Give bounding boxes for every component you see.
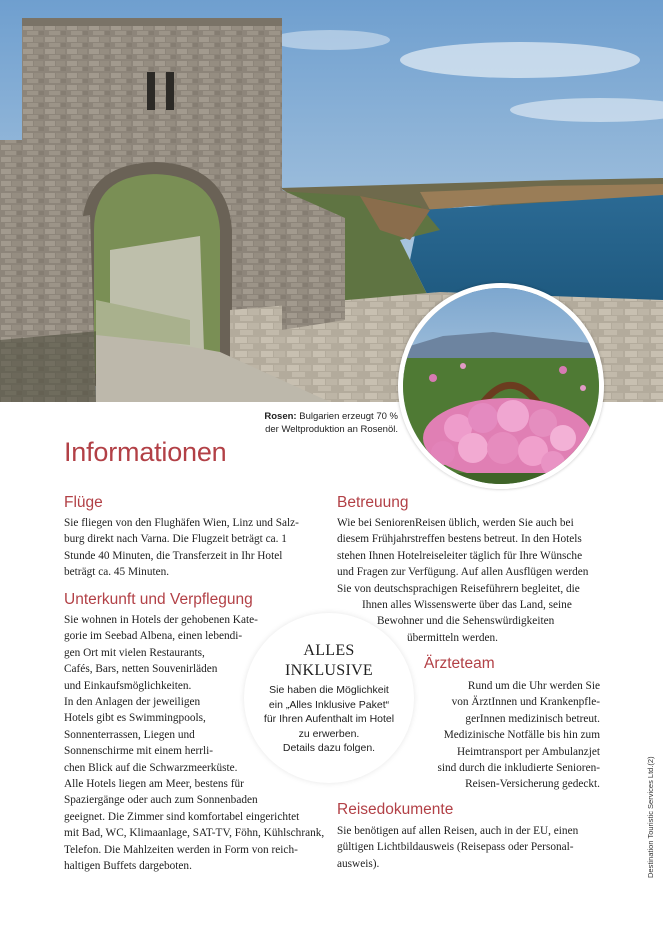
- text-line: Spaziergänge oder auch zum Sonnenbaden: [64, 794, 258, 807]
- text-line: Sie von deutschsprachigen Reiseführern begleitet, die: [337, 582, 580, 595]
- text-line: Telefon. Die Mahlzeiten werden in Form von reich-: [64, 843, 298, 856]
- heading-betreuung: Betreuung: [337, 494, 409, 511]
- text-line: ausweis).: [337, 857, 380, 870]
- caption-line: der Weltproduktion an Rosenöl.: [265, 424, 398, 435]
- text-line: diesem Frühjahrstreffen bestens betreut. In den Hotels: [337, 533, 582, 546]
- text-line: Heimtransport per Ambulanzjet: [456, 745, 600, 758]
- text-line: In den Anlagen der jeweiligen: [64, 696, 201, 709]
- text-line: Wie bei SeniorenReisen üblich, werden Sie auch bei: [337, 517, 574, 529]
- caption-bold: Rosen:: [264, 411, 297, 422]
- text-line: Sie fliegen von den Flughäfen Wien, Linz und Salz-: [64, 517, 299, 529]
- text-line: chen Blick auf die Schwarzmeerküste.: [64, 761, 238, 774]
- text-line: und Fragen zur Verfügung. Auf allen Ausflügen werden: [337, 566, 589, 579]
- text-line: übermitteln werden.: [407, 631, 498, 644]
- heading-reisedokumente: Reisedokumente: [337, 801, 454, 818]
- text-line: stehen Ihnen Hotelreiseleiter täglich für Ihre Wünsche: [337, 549, 583, 562]
- badge-line: ein „Alles Inklusive Paket“: [268, 698, 390, 711]
- text-line: Sonnenterrassen, Liegen und: [64, 728, 195, 741]
- text-line: gen Ort mit vielen Restaurants,: [64, 646, 205, 659]
- text-line: gerInnen medizinisch betreut.: [465, 712, 600, 725]
- rose-caption: [258, 410, 398, 436]
- badge-line: Details dazu folgen.: [282, 742, 376, 754]
- text-line: Sie benötigen auf allen Reisen, auch in der EU, einen: [337, 825, 579, 837]
- badge-title-line: ALLES: [303, 642, 355, 659]
- text-line: Sonnenschirme mit einem herrli-: [64, 745, 214, 758]
- text-line: Medizinische Notfälle bis hin zum: [443, 729, 600, 742]
- text-line: Alle Hotels liegen am Meer, bestens für: [64, 778, 244, 791]
- text-line: burg direkt nach Varna. Die Flugzeit beträgt ca. 1: [64, 533, 287, 546]
- heading-fluege: Flüge: [64, 494, 103, 511]
- text-line: Rund um die Uhr werden Sie: [467, 680, 600, 692]
- text-line: und Einkaufsmöglichkeiten.: [64, 679, 192, 692]
- paragraph-reisedokumente: [337, 823, 599, 872]
- heading-unterkunft: Unterkunft und Verpflegung: [64, 591, 253, 608]
- text-line: Bewohner und die Sehenswürdigkeiten: [377, 615, 555, 628]
- badge-line: zu erwerben.: [298, 727, 360, 740]
- paragraph-aerzteteam: [396, 678, 600, 793]
- text-line: Reisen-Versicherung gedeckt.: [465, 778, 600, 791]
- text-line: haltigen Buffets dargeboten.: [64, 860, 192, 873]
- text-line: mit Bad, WC, Klimaanlage, SAT-TV, Föhn, Kühlschrank,: [64, 827, 325, 840]
- text-line: Sie wohnen in Hotels der gehobenen Kate-: [64, 614, 258, 626]
- photo-credit: Destination Touristic Services Ltd.(2): [646, 756, 655, 878]
- badge-text: [244, 683, 414, 756]
- text-line: von ÄrztInnen und Krankenpfle-: [451, 696, 600, 709]
- badge-line: Sie haben die Möglichkeit: [269, 684, 389, 696]
- text-line: sind durch die inkludierte Senioren-: [437, 762, 600, 775]
- badge-line: für Ihren Aufenthalt im Hotel: [263, 713, 395, 725]
- text-line: beträgt ca. 45 Minuten.: [64, 566, 170, 579]
- rose-basket-photo: [398, 283, 604, 489]
- badge-title-line: INKLUSIVE: [284, 662, 374, 679]
- text-line: Stunde 40 Minuten, die Transferzeit in Ihr Hotel: [64, 549, 283, 562]
- text-line: gorie im Seebad Albena, einen lebendi-: [64, 630, 243, 643]
- paragraph-fluege: [64, 515, 322, 581]
- text-line: Cafés, Bars, netten Souvenirläden: [64, 663, 218, 676]
- text-line: gültigen Lichtbildausweis (Reisepass oder Personal-: [337, 841, 574, 854]
- text-line: Ihnen alles Wissenswerte über das Land, seine: [362, 599, 572, 612]
- badge-title: [244, 641, 414, 681]
- caption-line: Bulgarien erzeugt 70 %: [299, 411, 398, 422]
- text-line: geeignet. Die Zimmer sind komfortabel eingerichtet: [64, 810, 300, 823]
- text-line: Hotels gibt es Swimmingpools,: [64, 712, 206, 725]
- page-title: Informationen: [64, 437, 227, 467]
- heading-aerzteteam: Ärzteteam: [424, 655, 495, 672]
